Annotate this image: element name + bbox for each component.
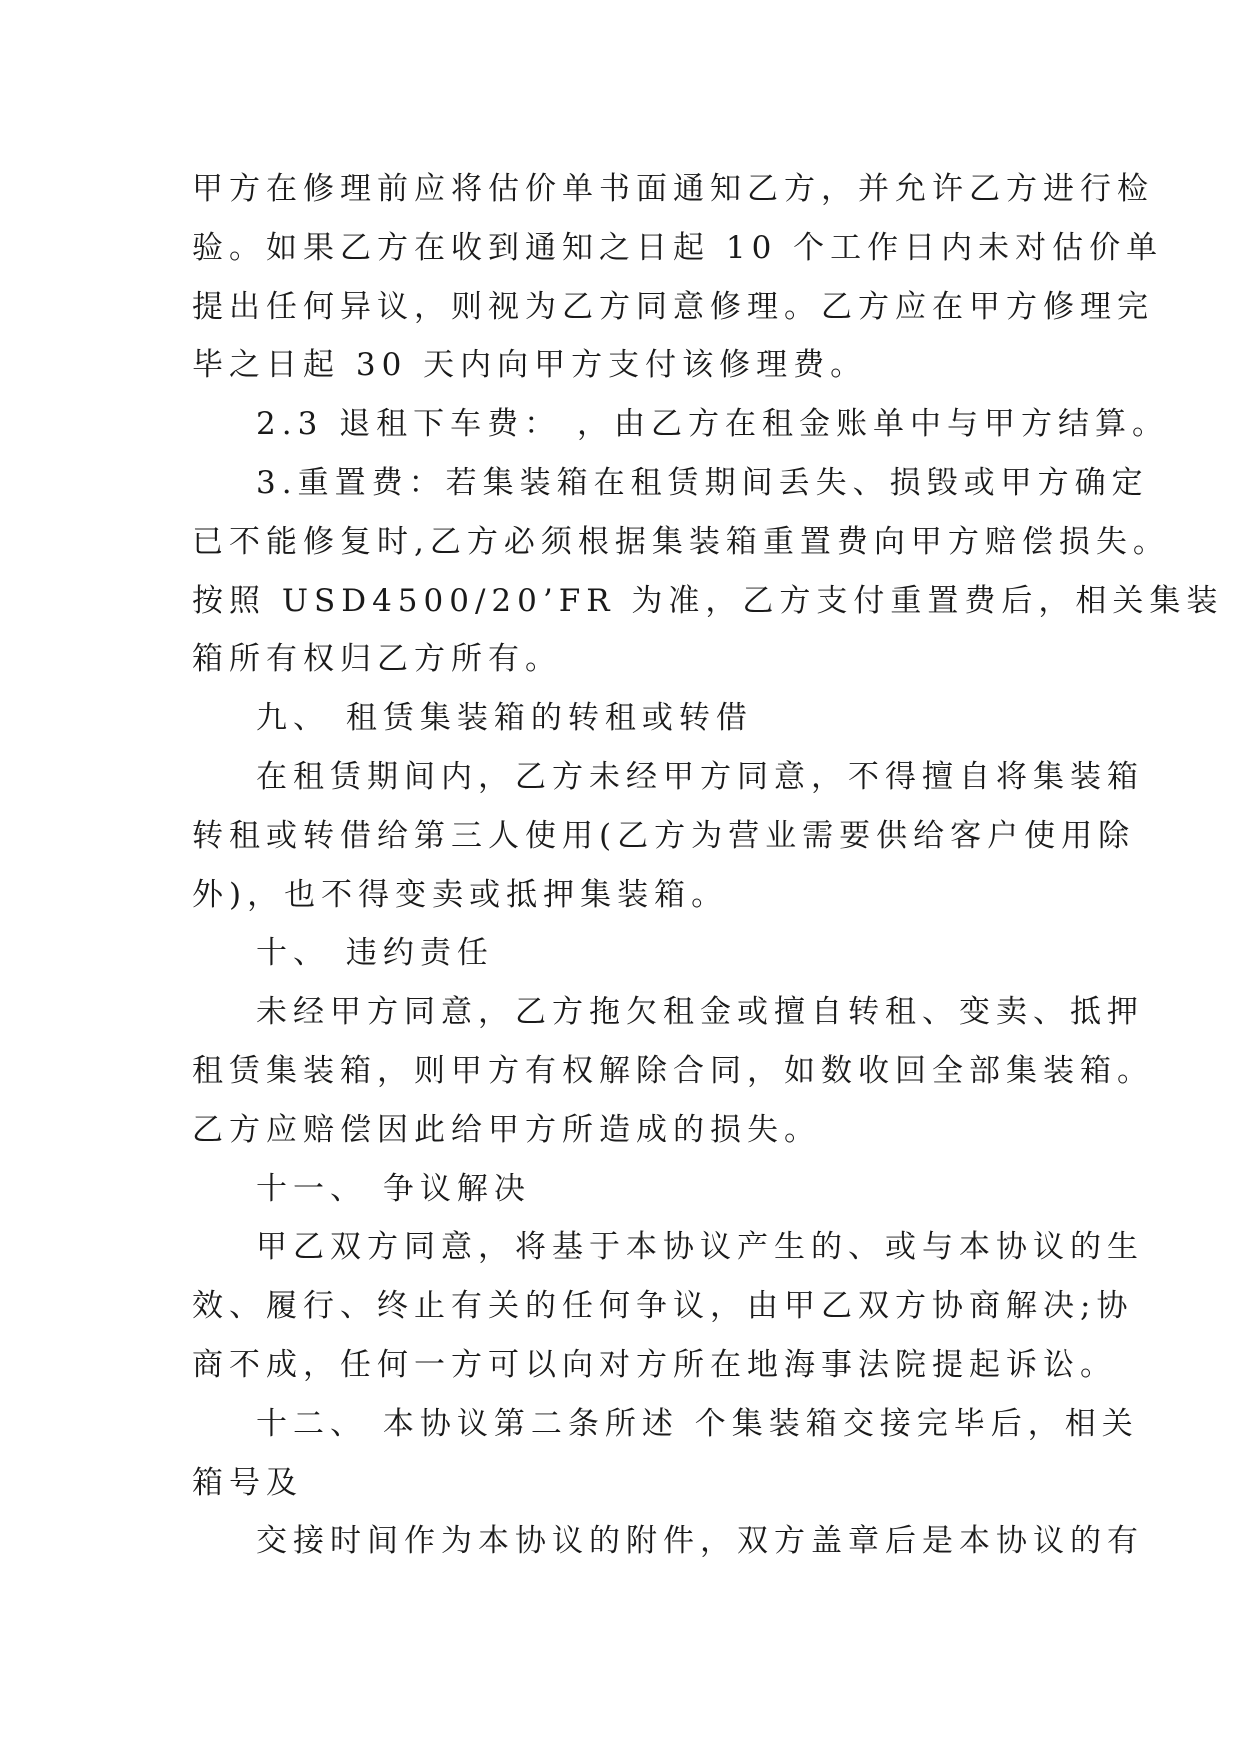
text-line: 毕之日起 30 天内向甲方支付该修理费。 [192, 347, 868, 384]
text-line: 效、履行、终止有关的任何争议，由甲乙双方协商解决;协 [192, 1288, 1134, 1325]
text-line: 验。如果乙方在收到通知之日起 10 个工作日内未对估价单 [192, 229, 1164, 266]
document-body [192, 160, 1224, 1571]
text-line: 十、 违约责任 [256, 935, 494, 972]
text-line: 交接时间作为本协议的附件，双方盖章后是本协议的有 [256, 1523, 1144, 1560]
text-line: 在租赁期间内，乙方未经甲方同意，不得擅自将集装箱 [256, 758, 1144, 795]
text-line: 商不成，任何一方可以向对方所在地海事法院提起诉讼。 [192, 1346, 1117, 1383]
text-line: 箱所有权归乙方所有。 [192, 641, 562, 678]
text-line: 九、 租赁集装箱的转租或转借 [256, 700, 753, 737]
text-line: 提出任何异议，则视为乙方同意修理。乙方应在甲方修理完 [192, 288, 1154, 325]
text-line: 已不能修复时,乙方必须根据集装箱重置费向甲方赔偿损失。 [192, 523, 1170, 560]
text-line: 未经甲方同意，乙方拖欠租金或擅自转租、变卖、抵押 [256, 994, 1144, 1031]
text-line: 外)，也不得变卖或抵押集装箱。 [192, 876, 729, 913]
text-line: 租赁集装箱，则甲方有权解除合同，如数收回全部集装箱。 [192, 1052, 1154, 1089]
text-line: 箱号及 [192, 1464, 303, 1501]
text-line: 甲方在修理前应将估价单书面通知乙方，并允许乙方进行检 [192, 171, 1154, 207]
text-line: 甲乙双方同意，将基于本协议产生的、或与本协议的生 [256, 1229, 1144, 1266]
text-line: 乙方应赔偿因此给甲方所造成的损失。 [192, 1111, 821, 1148]
text-line: 转租或转借给第三人使用(乙方为营业需要供给客户使用除 [192, 817, 1136, 854]
text-line: 十一、 争议解决 [256, 1170, 531, 1207]
text-line: 2.3 退租下车费： ，由乙方在租金账单中与甲方结算。 [256, 406, 1170, 443]
text-line: 按照 USD4500/20’FR 为准，乙方支付重置费后，相关集装 [192, 582, 1224, 619]
text-line: 3.重置费：若集装箱在租赁期间丢失、损毁或甲方确定 [256, 464, 1149, 501]
text-line: 十二、 本协议第二条所述 个集装箱交接完毕后，相关 [256, 1405, 1139, 1442]
